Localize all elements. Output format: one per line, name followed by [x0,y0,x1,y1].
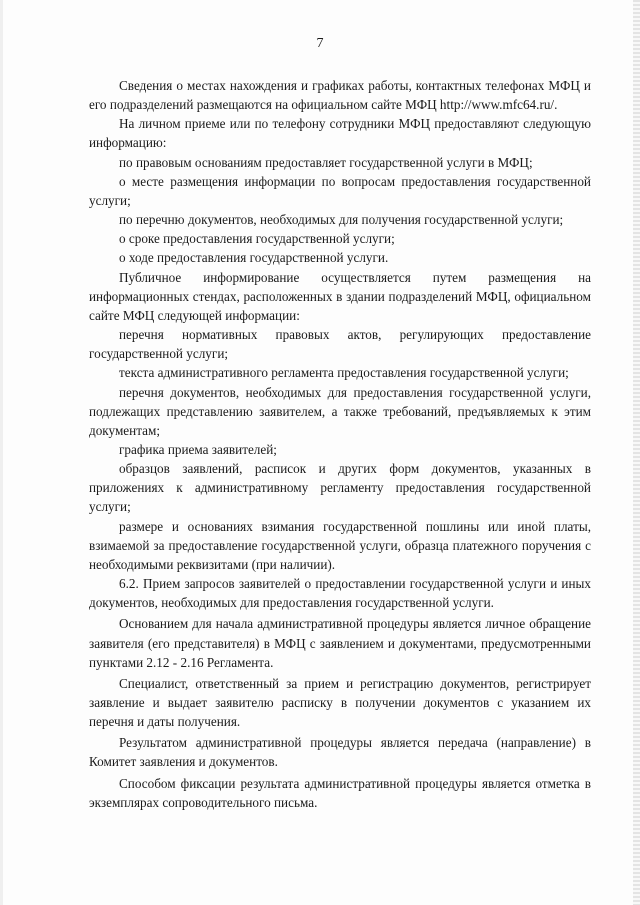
list-item-document-list: по перечню документов, необходимых для получения государственной услуги; [119,212,564,228]
paragraph-public-info: Публичное информирование осуществляется путем размещения на информационных стендах, расположенных в здании подразделений МФЦ, официальном сайте МФЦ следующей информации: [89,269,591,323]
list-item-service-progress: о ходе предоставления государственной услуги. [119,250,389,266]
section-heading-6-2: 6.2. Прием запросов заявителей о предоставлении государственной услуги и иных документов, необходимых для предоставления государственной услуги. [89,576,591,611]
list-item-required-documents: перечня документов, необходимых для предоставления государственной услуги, подлежащих представлению заявителем, а также требований, предъявляемых к этим документам; [89,384,591,438]
list-item-fee-info: размере и основаниях взимания государственной пошлины или иной платы, взимаемой за предоставление государственной услуги, образца платежного поручения с необходимыми реквизитами (при наличии). [89,518,591,572]
paragraph-result-fixation: Способом фиксации результата административной процедуры является отметка в экземплярах сопроводительного письма. [89,775,591,810]
scan-edge-left [0,0,3,905]
paragraph-personal-reception: На личном приеме или по телефону сотрудники МФЦ предоставляют следующую информацию: [89,116,591,151]
list-item-regulation-text: текста административного регламента предоставления государственной услуги; [119,365,569,381]
page-number: 7 [316,36,324,51]
paragraph-mfc-contacts: Сведения о местах нахождения и графиках работы, контактных телефонах МФЦ и его подразделений размещаются на официальном сайте МФЦ http://www.mfc64.ru/. [89,78,591,113]
scan-edge-right [633,0,640,905]
list-item-legal-grounds: по правовым основаниям предоставляет государственной услуги в МФЦ; [119,154,533,170]
paragraph-procedure-basis: Основанием для начала административной процедуры является личное обращение заявителя (его представителя) в МФЦ с заявлением и документами, предусмотренными пунктами 2.12 - 2.16 Регламента. [89,616,591,670]
list-item-legal-acts: перечня нормативных правовых актов, регулирующих предоставление государственной услуги; [89,327,591,362]
paragraph-procedure-result: Результатом административной процедуры является передача (направление) в Комитет заявления и документов. [89,735,591,770]
body-text [89,76,591,812]
list-item-service-term: о сроке предоставления государственной услуги; [119,231,395,247]
list-item-reception-schedule: графика приема заявителей; [119,441,277,457]
list-item-info-location: о месте размещения информации по вопросам предоставления государственной услуги; [89,173,591,208]
paragraph-specialist: Специалист, ответственный за прием и регистрацию документов, регистрирует заявление и выдает заявителю расписку в получении документов с указанием их перечня и даты получения. [89,675,591,730]
list-item-form-samples: образцов заявлений, расписок и других форм документов, указанных в приложениях к административному регламенту предоставления государственной услуги; [89,461,591,515]
